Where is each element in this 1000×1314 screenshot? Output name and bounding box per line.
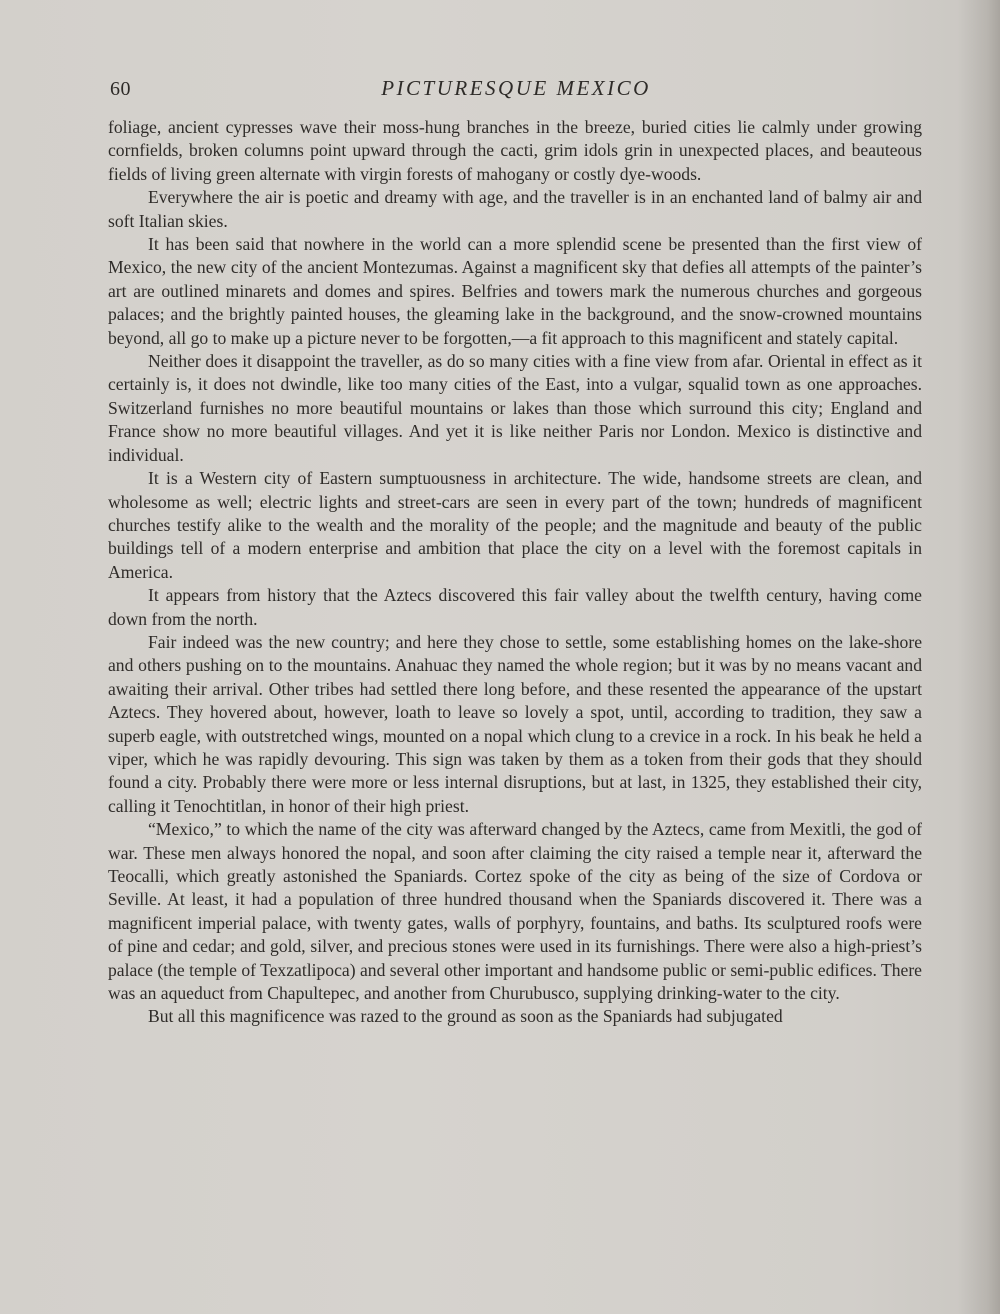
page-header — [110, 74, 922, 106]
page-edge-shadow — [958, 0, 1000, 1314]
running-title: PICTURESQUE MEXICO — [381, 76, 651, 100]
body-text — [108, 116, 922, 1029]
paragraph-7: Fair indeed was the new country; and here they chose to settle, some establishing homes on the lake-shore and others pushing on to the mountains. Anahuac they named the whole region; but it was by no means vacant and awaiting their arrival. Other tribes had settled there long before, and these resented the appearance of the upstart Aztecs. They hovered about, however, loath to leave so lovely a spot, until, according to tradition, they saw a superb eagle, with outstretched wings, mounted on a nopal which clung to a crevice in a rock. In his beak he held a viper, which he was rapidly devouring. This sign was taken by them as a token from their gods that they should found a city. Probably there were more or less internal disruptions, but at last, in 1325, they established their city, calling it Tenochtitlan, in honor of their high priest. — [108, 631, 922, 816]
page-number: 60 — [110, 78, 131, 100]
paragraph-4: Neither does it disappoint the traveller, as do so many cities with a fine view from afar. Oriental in effect as it certainly is, it does not dwindle, like too many cities of the East, into a vulgar, squalid town as one approaches. Switzerland furnishes no more beautiful mountains or lakes than those which surround this city; England and France show no more beautiful villages. And yet it is like neither Paris nor London. Mexico is distinctive and individual. — [108, 351, 922, 465]
paragraph-1: foliage, ancient cypresses wave their moss-hung branches in the breeze, buried cities lie calmly under growing cornfields, broken columns point upward through the cacti, grim idols grin in unexpected places, and beauteous fields of living green alternate with virgin forests of mahogany or costly dye-woods. — [108, 117, 922, 184]
paragraph-2: Everywhere the air is poetic and dreamy with age, and the traveller is in an enchanted land of balmy air and soft Italian skies. — [108, 187, 922, 231]
paragraph-9: But all this magnificence was razed to the ground as soon as the Spaniards had subjugated — [148, 1006, 783, 1027]
paragraph-5: It is a Western city of Eastern sumptuousness in architecture. The wide, handsome streets are clean, and wholesome as well; electric lights and street-cars are seen in every part of the town; hundreds of magnificent churches testify alike to the wealth and the morality of the people; and the magnitude and beauty of the public buildings tell of a modern enterprise and ambition that place the city on a level with the foremost capitals in America. — [108, 468, 922, 582]
paragraph-3: It has been said that nowhere in the world can a more splendid scene be presented than the first view of Mexico, the new city of the ancient Montezumas. Against a magnificent sky that defies all attempts of the painter’s art are outlined minarets and domes and spires. Belfries and towers mark the numerous churches and gorgeous palaces; and the brightly painted houses, the gleaming lake in the background, and the snow-crowned mountains beyond, all go to make up a picture never to be forgotten,—a fit approach to this magnificent and stately capital. — [108, 234, 922, 348]
paragraph-8: “Mexico,” to which the name of the city was afterward changed by the Aztecs, came from Mexitli, the god of war. These men always honored the nopal, and soon after claiming the city raised a temple near it, afterward the Teocalli, which greatly astonished the Spaniards. Cortez spoke of the city as being of the size of Cordova or Seville. At least, it had a population of three hundred thousand when the Spaniards discovered it. There was a magnificent imperial palace, with twenty gates, walls of porphyry, fountains, and baths. Its sculptured roofs were of pine and cedar; and gold, silver, and precious stones were used in its furnishings. There were also a high-priest’s palace (the temple of Texzatlipoca) and several other important and handsome public or semi-public edifices. There was an aqueduct from Chapultepec, and another from Churubusco, supplying drinking-water to the city. — [108, 819, 922, 1004]
paragraph-6: It appears from history that the Aztecs discovered this fair valley about the twelfth century, having come down from the north. — [108, 585, 922, 629]
